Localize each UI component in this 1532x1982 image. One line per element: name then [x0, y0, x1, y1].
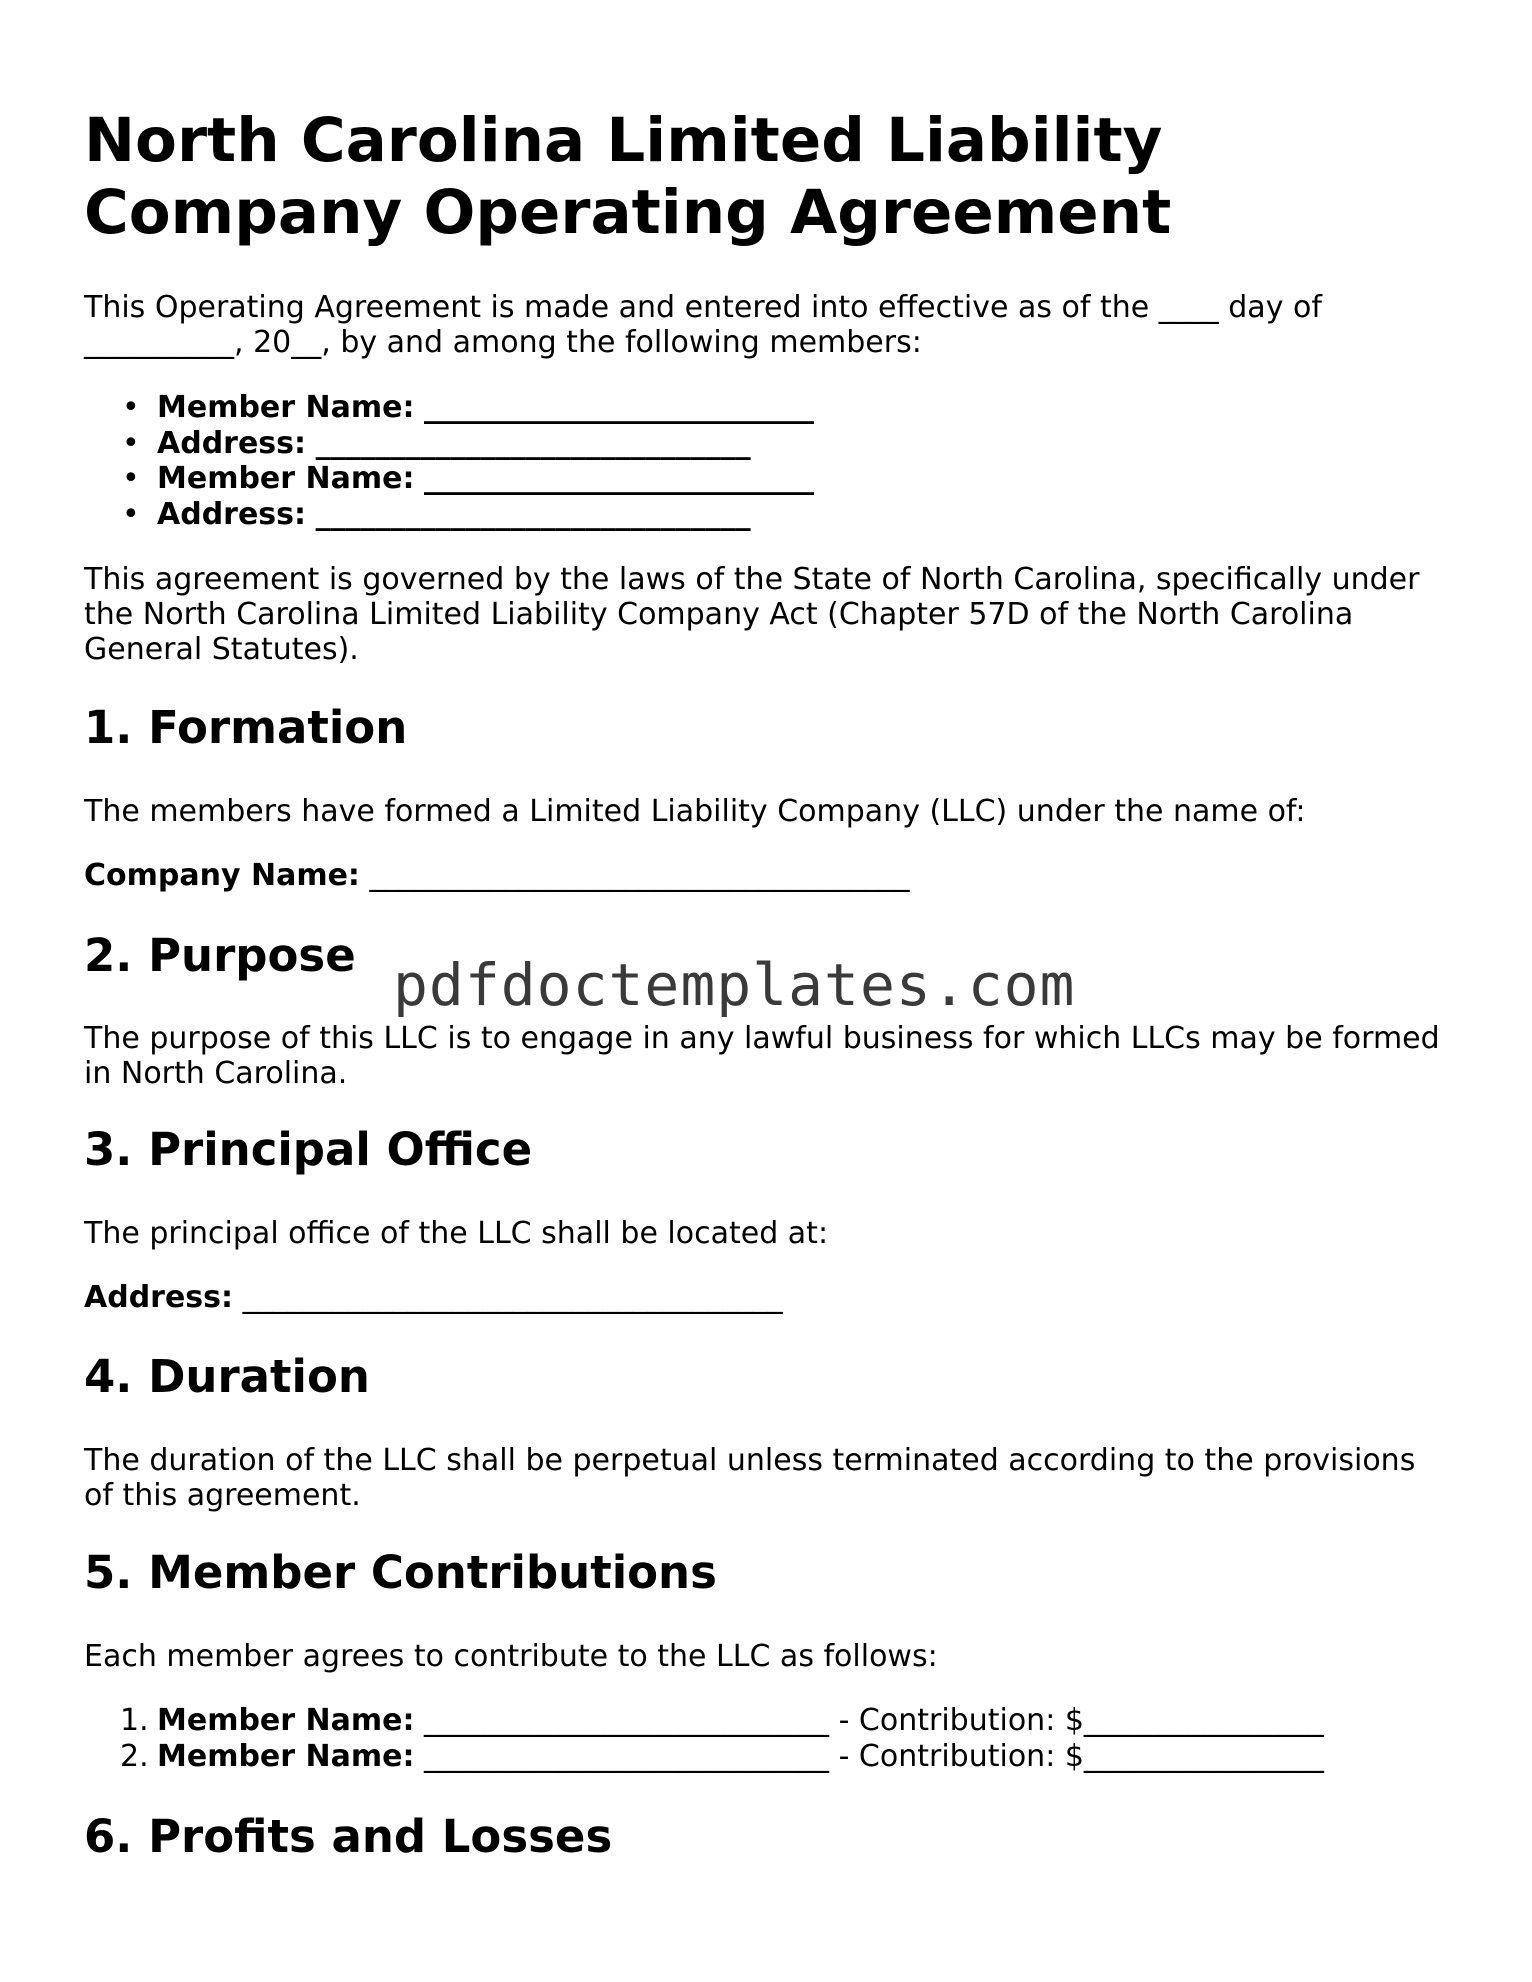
member-name-blank: __________________________ — [424, 461, 815, 496]
member-name-blank: ___________________________ — [424, 1703, 830, 1738]
company-name-field — [84, 858, 909, 893]
watermark-text: pdfdoctemplates.com — [393, 951, 1076, 1019]
office-address-field — [84, 1280, 783, 1315]
section-heading-principal-office: 3. Principal Office — [84, 1123, 533, 1176]
section-heading-duration: 4. Duration — [84, 1350, 370, 1403]
member-name-label: Member Name: — [157, 1703, 415, 1738]
item-number: 1. — [120, 1703, 149, 1738]
duration-line-1: The duration of the LLC shall be perpetual unless terminated according to the provisions — [84, 1443, 1416, 1478]
member-name-blank: __________________________ — [424, 390, 815, 425]
member-list-item — [84, 461, 1384, 497]
governing-line-2: the North Carolina Limited Liability Company Act (Chapter 57D of the North Carolina — [84, 597, 1354, 632]
contributions-text: Each member agrees to contribute to the LLC as follows: — [84, 1639, 938, 1674]
governing-line-1: This agreement is governed by the laws of the State of North Carolina, specifically under — [84, 562, 1420, 597]
intro-line-1: This Operating Agreement is made and entered into effective as of the ____ day of — [84, 290, 1322, 325]
item-number: 2. — [120, 1738, 149, 1774]
address-label: Address: — [157, 496, 307, 532]
title-line-1: North Carolina Limited Liability — [84, 105, 1163, 176]
company-name-label: Company Name: — [84, 858, 360, 893]
member-list-item — [84, 497, 1384, 533]
address-blank: _____________________________ — [315, 496, 751, 532]
purpose-text — [84, 1021, 1444, 1091]
section-heading-contributions: 5. Member Contributions — [84, 1546, 717, 1599]
member-name-label: Member Name: — [157, 390, 415, 425]
governing-line-3: General Statutes). — [84, 632, 359, 667]
office-address-label: Address: — [84, 1280, 234, 1315]
section-heading-formation: 1. Formation — [84, 701, 408, 754]
section-heading-purpose: 2. Purpose — [84, 929, 356, 982]
intro-paragraph — [84, 290, 1444, 360]
document-title — [84, 105, 1444, 249]
intro-line-2: __________, 20__, by and among the following members: — [84, 325, 922, 360]
duration-text — [84, 1443, 1444, 1513]
address-blank: _____________________________ — [315, 425, 751, 461]
purpose-line-1: The purpose of this LLC is to engage in any lawful business for which LLCs may be formed — [84, 1021, 1440, 1056]
contribution-blank: - Contribution: $________________ — [829, 1703, 1324, 1738]
member-name-blank: ___________________________ — [424, 1738, 830, 1774]
contribution-list-item — [84, 1739, 1384, 1775]
member-name-label: Member Name: — [157, 1738, 415, 1774]
purpose-line-2: in North Carolina. — [84, 1056, 348, 1091]
member-list — [84, 390, 1384, 532]
contribution-list — [84, 1703, 1384, 1774]
member-name-label: Member Name: — [157, 461, 415, 496]
formation-text: The members have formed a Limited Liability Company (LLC) under the name of: — [84, 794, 1306, 829]
contribution-blank: - Contribution: $________________ — [829, 1738, 1324, 1774]
company-name-blank: ____________________________________ — [369, 858, 910, 893]
section-heading-profits: 6. Profits and Losses — [84, 1810, 613, 1863]
duration-line-2: of this agreement. — [84, 1478, 361, 1513]
title-line-2: Company Operating Agreement — [84, 177, 1172, 248]
member-list-item — [84, 426, 1384, 462]
contribution-list-item — [84, 1703, 1384, 1739]
office-address-blank: ____________________________________ — [242, 1280, 783, 1315]
address-label: Address: — [157, 425, 307, 461]
governing-law-paragraph — [84, 562, 1444, 667]
principal-office-text: The principal office of the LLC shall be located at: — [84, 1216, 829, 1251]
member-list-item — [84, 390, 1384, 426]
